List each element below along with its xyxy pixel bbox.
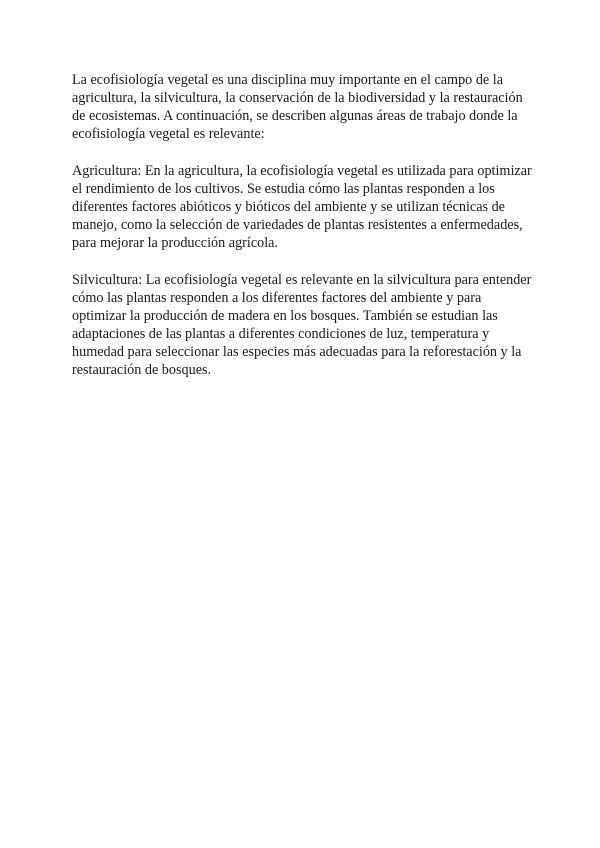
- agriculture-paragraph: Agricultura: En la agricultura, la ecofisiología vegetal es utilizada para optimizar el rendimiento de los cultivos. Se estudia cómo las plantas responden a los diferentes factores abióticos y bióticos del ambiente y se utilizan técnicas de manejo, como la selección de variedades de plantas resistentes a enfermedades, para mejorar la producción agrícola.: [72, 163, 532, 251]
- intro-paragraph: La ecofisiología vegetal es una disciplina muy importante en el campo de la agricultura, la silvicultura, la conservación de la biodiversidad y la restauración de ecosistemas. A continuación, se describen algunas áreas de trabajo donde la ecofisiología vegetal es relevante:: [72, 72, 523, 142]
- silviculture-paragraph: Silvicultura: La ecofisiología vegetal es relevante en la silvicultura para entender cómo las plantas responden a los diferentes factores del ambiente y para optimizar la producción de madera en los bosques. También se estudian las adaptaciones de las plantas a diferentes condiciones de luz, temperatura y humedad para seleccionar las especies más adecuadas para la reforestación y la restauración de bosques.: [72, 272, 532, 378]
- document-body: [72, 71, 532, 398]
